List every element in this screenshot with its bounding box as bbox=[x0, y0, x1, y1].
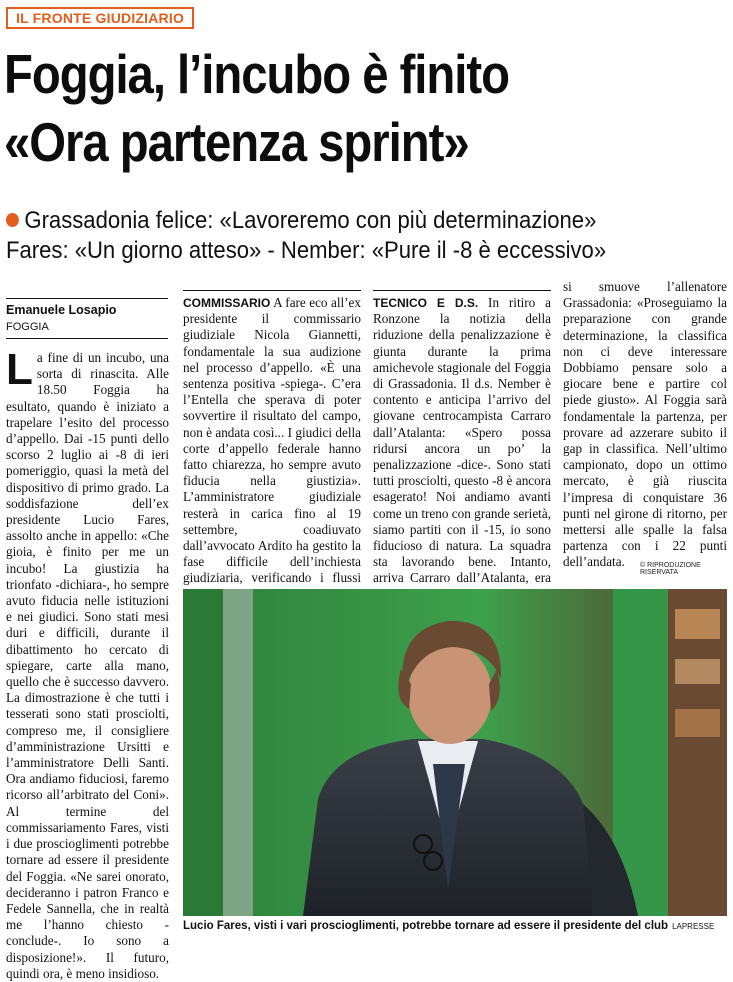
article-column-1 bbox=[6, 345, 169, 982]
dateline-place: FOGGIA bbox=[6, 321, 49, 333]
rule-col2-top bbox=[183, 290, 361, 291]
photo-credit: LAPRESSE bbox=[672, 922, 715, 931]
column-2-text: A fare eco all’ex presidente il commissario giudiziale Nicola Giannetti, fondamentale la sua audizione nel processo d’appello. «È una sentenza positiva -spiega-. C’era l’Entella che sperava di poter sovvertire il risultato del campo, non è andata così... I giudici della corte d’appello federale hanno fatto chiarezza, ho sempre avuto fiducia nella giustizia». L’amministratore giudiziale resterà in carica fino al 19 settembre, coadiuvato dall’avvocato Ardito ha gestito la fase difficile dell’inchiesta giudiziaria, verificando i flussi bbox=[183, 295, 361, 586]
photo-lucio-fares bbox=[183, 589, 727, 916]
rule-byline-bottom bbox=[6, 338, 168, 339]
column-4-text: si smuove l’allenatore Grassadonia: «Proseguiamo la preparazione con grande determinazione, la classifica non ci deve interessare Dobbiamo pensare solo a giocare bene e partire col piede giusto». Al Foggia sarà fondamentale la partenza, per provare ad azzerare subito il gap in classifica. Nell’ultimo campionato, dopo un ottimo mercato, è già riuscita l’impresa di conquistare 36 punti nel girone di ritorno, per mettersi alle spalle la falsa partenza con i 22 punti dell’andata. bbox=[563, 279, 727, 570]
column-1-text: a fine di un incubo, una sorta di rinascita. Alle 18.50 Foggia ha esultato, quando è iniziato a trapelare l’esito del processo d’appello. Dai -15 punti dello scorso 2 luglio ai -8 di ieri pomeriggio, quasi la metà del dispositivo di primo grado. La soddisfazione dell’ex presidente Lucio Fares, assolto anche in appello: «Che gioia, è finito per me un incubo! La giustizia ha trionfato -dichiara-, ho sempre avuto fiducia nelle istituzioni e nei giudici. Sono stati mesi duri e difficili, durante il dibattimento ho cercato di spiegare, carte alla mano, quello che è successo davvero. La dimostrazione è che tutti i tesserati sono stati prosciolti, compreso me, il consigliere d’amministrazione Ursitti e l’amministratore Delli Santi. Ora andiamo fiduciosi, faremo ricorso all’arbitrato del Coni». Al termine del commissariamento Fares, visti i due proscioglimenti potrebbe tornare ad essere il presidente del Foggia. «Ne sarei onorato, decideranno i patron Franco e Fedele Sannella, che in realtà me l’hanno chiesto -conclude-. Io sono a disposizione!». Il futuro, quindi ora, è meno insidioso. bbox=[6, 350, 169, 981]
photo-caption bbox=[183, 919, 727, 934]
subheadline-line-2: Fares: «Un giorno atteso» - Nember: «Pure il -8 è eccessivo» bbox=[6, 237, 607, 264]
article-column-2 bbox=[183, 295, 361, 603]
rule-byline-top bbox=[6, 298, 168, 299]
section-kicker: IL FRONTE GIUDIZIARIO bbox=[6, 7, 194, 29]
caption-text: Lucio Fares, visti i vari proscioglimenti, potrebbe tornare ad essere il presidente del club bbox=[183, 920, 669, 932]
copyright-note: © RIPRODUZIONE RISERVATA bbox=[640, 562, 701, 576]
photo-illustration bbox=[183, 589, 727, 916]
headline-line-1: Foggia, l’incubo è finito bbox=[4, 43, 509, 105]
author-name: Emanuele Losapio bbox=[6, 303, 117, 317]
drop-cap: L bbox=[6, 345, 33, 394]
subheadline-line-1 bbox=[6, 206, 673, 236]
column-3-text: In ritiro a Ronzone la notizia della riduzione della penalizzazione è giunta durante la prima amichevole stagionale del Foggia di Grassadonia. Il d.s. Nember è contento e anticipa l’arrivo del giovane centrocampista Carraro dall’Atalanta: «Spero possa ridursi ancora un po’ la penalizzazione -dice-. Sono stati tutti prosciolti, questo -8 è ancora esagerato! Noi andiamo avanti come un treno con grande serietà, siamo partiti con il -15, io sono fiducioso di natura. La squadra sta lavorando bene. Intanto, arriva Carraro dall’Atalanta, era bbox=[373, 295, 551, 586]
article-column-4 bbox=[563, 279, 727, 571]
subheadline-text-1: Grassadonia felice: «Lavoreremo con più determinazione» bbox=[24, 207, 597, 234]
headline-line-2: «Ora partenza sprint» bbox=[4, 111, 469, 173]
column-2-lead: COMMISSARIO bbox=[183, 296, 271, 310]
article-column-3 bbox=[373, 295, 551, 603]
rule-col3-top bbox=[373, 290, 551, 291]
column-3-lead: TECNICO E D.S. bbox=[373, 296, 479, 310]
bullet-dot-icon bbox=[6, 213, 19, 227]
